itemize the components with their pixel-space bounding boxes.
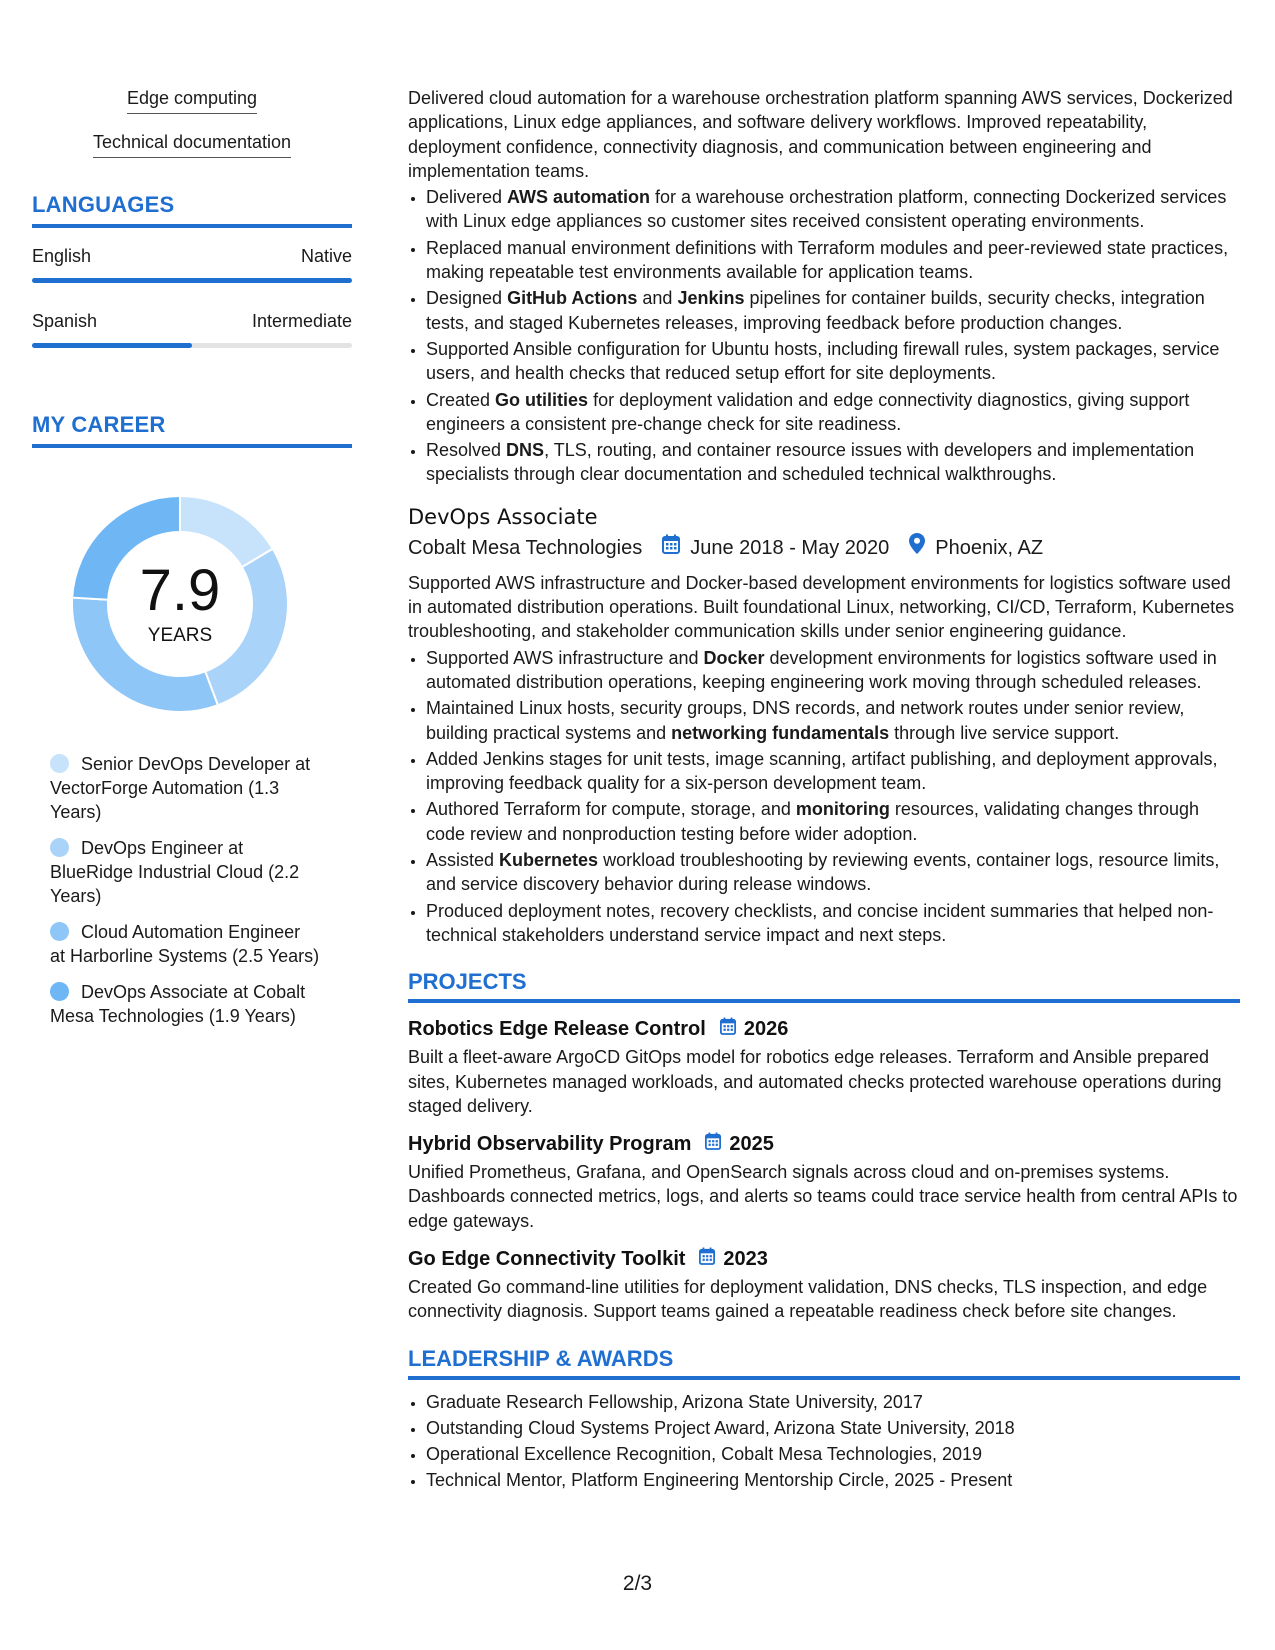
career-section bbox=[32, 412, 352, 1028]
project-item bbox=[408, 1130, 1240, 1233]
bullet-item bbox=[426, 899, 1240, 948]
role-summary: Delivered cloud automation for a warehouse orchestration platform spanning AWS services, Dockerized applications, Linux edge appliances, and software delivery workflows. Improved repeatability, deployment confidence, connectivity diagnosis, and communication between engineering and implementation teams. bbox=[408, 88, 1233, 181]
bullet-item bbox=[426, 646, 1240, 695]
bullet-text: Added Jenkins stages for unit tests, image scanning, artifact publishing, and deployment approvals, improving feedback quality for a six-person development team. bbox=[426, 748, 1218, 794]
project-name: Hybrid Observability Program bbox=[408, 1133, 692, 1156]
bullet-item bbox=[426, 848, 1240, 897]
bullet-item bbox=[426, 337, 1240, 386]
job-title: DevOps Associate bbox=[408, 504, 598, 529]
calendar-icon bbox=[705, 1130, 721, 1158]
project-item bbox=[408, 1245, 1240, 1324]
bullet-emphasis: Jenkins bbox=[677, 288, 745, 309]
bullet-emphasis: AWS automation bbox=[507, 187, 651, 208]
career-heading: MY CAREER bbox=[32, 412, 352, 448]
legend-item bbox=[50, 920, 320, 968]
legend-dot bbox=[50, 922, 69, 941]
bullet-text: development environments for logistics software used in automated distribution operations, keeping engineering work moving through scheduled releases. bbox=[426, 647, 1217, 692]
bullet-text: Designed bbox=[426, 288, 508, 309]
role-bullets bbox=[408, 185, 1240, 487]
bullet-emphasis: monitoring bbox=[795, 799, 890, 820]
languages-heading: LANGUAGES bbox=[32, 192, 352, 228]
bullet-text: and bbox=[637, 288, 678, 309]
legend-dot bbox=[50, 754, 69, 773]
language-level: Native bbox=[300, 246, 352, 266]
skill-tag: Edge computing bbox=[127, 86, 257, 114]
bullet-text: resources, validating changes through code review and nonproduction testing before wider adoption. bbox=[426, 799, 1200, 844]
page-number: 2/3 bbox=[622, 1572, 653, 1595]
job-dates: June 2018 - May 2020 bbox=[690, 536, 890, 559]
map-pin-icon bbox=[909, 533, 925, 563]
bullet-text: Created bbox=[426, 389, 496, 410]
language-name: Spanish bbox=[32, 311, 98, 331]
legend-item bbox=[50, 980, 320, 1028]
bullet-text: Replaced manual environment definitions with Terraform modules and peer-reviewed state practices, making repeatable test environments available for application teams. bbox=[426, 237, 1229, 283]
legend-item bbox=[50, 836, 320, 908]
calendar-icon bbox=[699, 1245, 715, 1273]
bullet-text: workload troubleshooting by reviewing events, container logs, resource limits, and service discovery behavior during release windows. bbox=[426, 850, 1220, 895]
bullet-text: for deployment validation and edge connectivity diagnostics, giving support engineers a consistent pre-change check for site readiness. bbox=[426, 389, 1190, 434]
career-legend bbox=[50, 752, 320, 1028]
main-column bbox=[408, 86, 1240, 1495]
career-total: 7.9 bbox=[139, 558, 221, 623]
project-description: Unified Prometheus, Grafana, and OpenSearch signals across cloud and on-premises systems. Dashboards connected metrics, logs, and alerts so teams could trace service health from central APIs to edge gateways. bbox=[408, 1162, 1238, 1231]
project-year: 2026 bbox=[743, 1018, 789, 1041]
legend-label: DevOps Associate at Cobalt Mesa Technologies (1.9 Years) bbox=[50, 982, 306, 1026]
career-unit: YEARS bbox=[147, 625, 213, 646]
bullet-text: for a warehouse orchestration platform, connecting Dockerized services with Linux edge appliances so customer sites received consistent operating environments. bbox=[426, 187, 1227, 232]
bullet-text: through live service support. bbox=[889, 722, 1120, 743]
bullet-item bbox=[426, 388, 1240, 437]
bullet-text: Produced deployment notes, recovery checklists, and concise incident summaries that helped non-technical stakeholders understand service impact and next steps. bbox=[426, 900, 1214, 945]
legend-item bbox=[50, 752, 320, 824]
project-year: 2023 bbox=[723, 1247, 768, 1270]
bullet-item bbox=[426, 797, 1240, 846]
job-meta bbox=[408, 533, 1240, 563]
award-item: • Technical Mentor, Platform Engineering Mentorship Circle, 2025 - Present bbox=[426, 1468, 1240, 1492]
projects-heading: PROJECTS bbox=[408, 969, 1240, 1003]
bullet-emphasis: GitHub Actions bbox=[507, 288, 638, 309]
award-item: • Outstanding Cloud Systems Project Award, Arizona State University, 2018 bbox=[426, 1416, 1240, 1440]
language-name: English bbox=[32, 246, 92, 266]
bullet-text: Supported AWS infrastructure and bbox=[426, 647, 704, 668]
language-bar-fill bbox=[32, 278, 352, 283]
bullet-emphasis: networking fundamentals bbox=[671, 722, 890, 743]
job-summary: Supported AWS infrastructure and Docker-based development environments for logistics software used in automated distribution operations. Built foundational Linux, networking, CI/CD, Terraform, Kubernetes troubleshooting, and stakeholder communication skills under senior engineering guidance. bbox=[408, 572, 1235, 642]
language-level: Intermediate bbox=[251, 311, 352, 331]
project-year: 2025 bbox=[729, 1133, 774, 1156]
bullet-text: pipelines for container builds, security checks, integration tests, and staged Kubernetes releases, improving feedback before production changes. bbox=[426, 288, 1205, 333]
calendar-icon bbox=[662, 533, 680, 563]
legend-label: Senior DevOps Developer at VectorForge Automation (1.3 Years) bbox=[50, 754, 311, 822]
career-donut bbox=[66, 490, 294, 718]
bullet-text: Resolved bbox=[426, 440, 507, 461]
language-row bbox=[32, 309, 352, 348]
skill-tag: Technical documentation bbox=[93, 130, 291, 158]
award-item: • Operational Excellence Recognition, Cobalt Mesa Technologies, 2019 bbox=[426, 1442, 1240, 1466]
bullet-text: Authored Terraform for compute, storage, and bbox=[426, 799, 796, 820]
language-bar-fill bbox=[32, 343, 192, 348]
bullet-item bbox=[426, 286, 1240, 335]
language-bar bbox=[32, 278, 352, 283]
job-company: Cobalt Mesa Technologies bbox=[408, 536, 643, 559]
legend-label: Cloud Automation Engineer at Harborline Systems (2.5 Years) bbox=[50, 922, 320, 966]
awards-heading: LEADERSHIP & AWARDS bbox=[408, 1346, 1240, 1380]
calendar-icon bbox=[720, 1015, 736, 1043]
bullet-item bbox=[426, 185, 1240, 234]
bullet-item bbox=[426, 438, 1240, 487]
bullet-text: Assisted bbox=[426, 850, 500, 871]
sidebar bbox=[32, 86, 352, 1040]
languages-section bbox=[32, 192, 352, 348]
job-location: Phoenix, AZ bbox=[935, 536, 1044, 559]
project-description: Built a fleet-aware ArgoCD GitOps model for robotics edge releases. Terraform and Ansible prepared sites, Kubernetes managed workloads, and automated checks protected warehouse operations during staged delivery. bbox=[408, 1047, 1222, 1116]
bullet-emphasis: Go utilities bbox=[495, 389, 589, 410]
award-item: • Graduate Research Fellowship, Arizona State University, 2017 bbox=[426, 1390, 1240, 1414]
bullet-item bbox=[426, 747, 1240, 796]
skill-list bbox=[32, 86, 352, 158]
bullet-emphasis: Kubernetes bbox=[499, 850, 599, 871]
bullet-emphasis: Docker bbox=[703, 647, 765, 668]
language-bar bbox=[32, 343, 352, 348]
bullet-text: , TLS, routing, and container resource issues with developers and implementation specialists through clear documentation and scheduled technical walkthroughs. bbox=[426, 440, 1195, 485]
bullet-text: Delivered bbox=[426, 187, 508, 208]
job-bullets bbox=[408, 646, 1240, 948]
awards-list bbox=[408, 1390, 1240, 1493]
bullet-item bbox=[426, 236, 1240, 285]
language-row bbox=[32, 244, 352, 283]
bullet-emphasis: DNS bbox=[506, 440, 545, 461]
bullet-item bbox=[426, 696, 1240, 745]
bullet-text: Supported Ansible configuration for Ubuntu hosts, including firewall rules, system packages, service users, and health checks that reduced setup effort for site deployments. bbox=[426, 338, 1220, 384]
legend-dot bbox=[50, 982, 69, 1001]
bullet-text: Maintained Linux hosts, security groups, DNS records, and network routes under senior review, building practical systems and bbox=[426, 698, 1185, 743]
legend-label: DevOps Engineer at BlueRidge Industrial Cloud (2.2 Years) bbox=[50, 838, 300, 906]
project-name: Go Edge Connectivity Toolkit bbox=[408, 1247, 686, 1270]
project-description: Created Go command-line utilities for deployment validation, DNS checks, TLS inspection, and edge connectivity diagnosis. Support teams gained a repeatable readiness check before site changes. bbox=[408, 1276, 1208, 1322]
project-item bbox=[408, 1015, 1240, 1118]
legend-dot bbox=[50, 838, 69, 857]
project-name: Robotics Edge Release Control bbox=[408, 1018, 706, 1041]
